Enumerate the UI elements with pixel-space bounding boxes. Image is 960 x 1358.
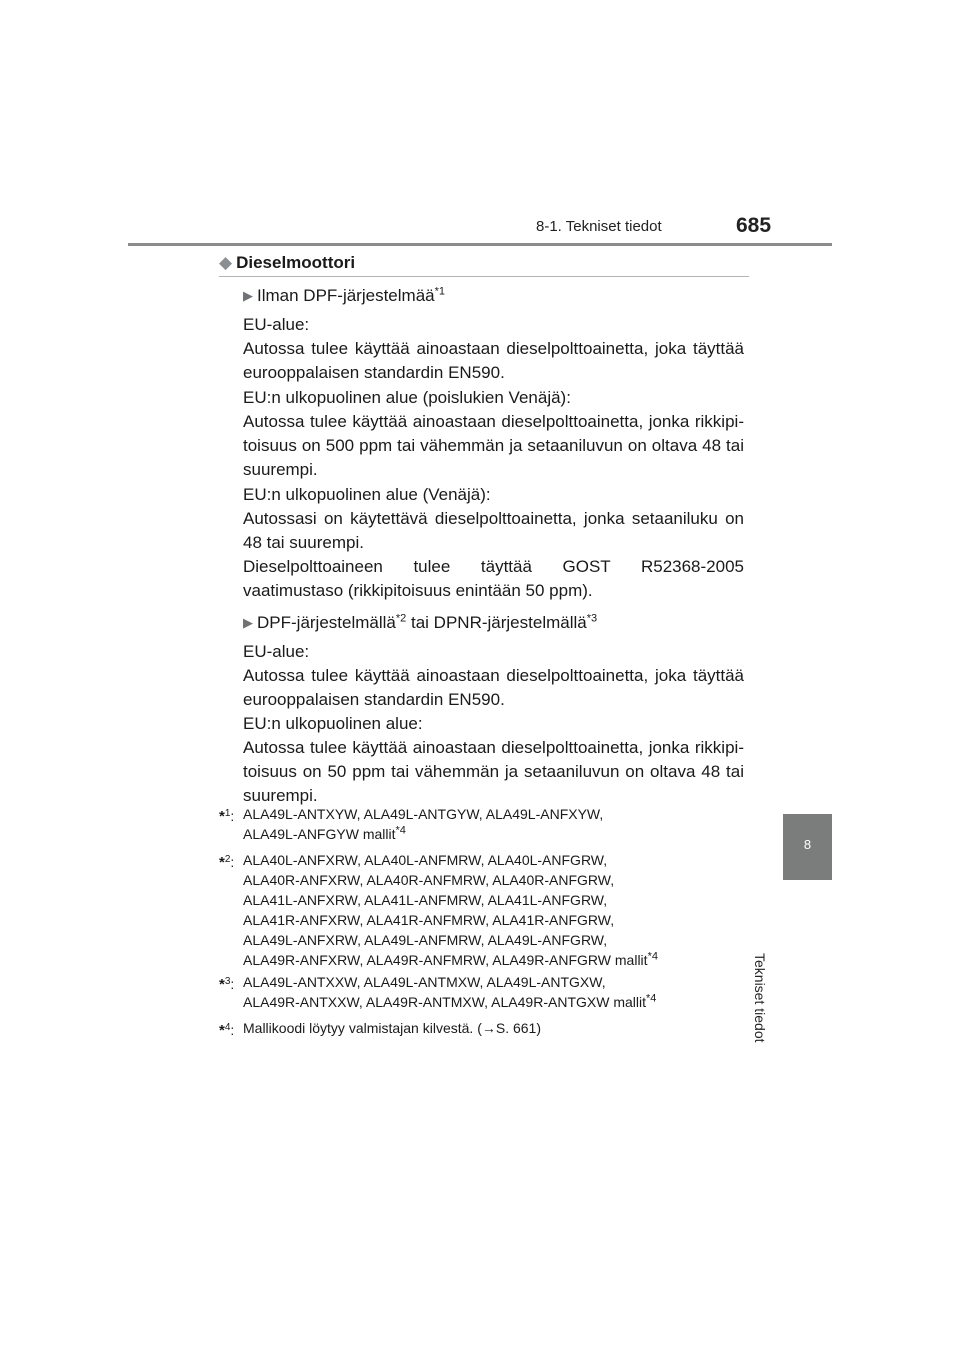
footnote-ref: *2	[395, 612, 407, 625]
paragraph	[243, 712, 744, 808]
page-number: 685	[736, 214, 772, 237]
region-label: EU-alue:	[243, 642, 310, 661]
footnote-1: *$^1$: ALA49L-ANTXYW, ALA49L-ANTGYW, ALA49L-ANFXYW, ALA49L-ANFGYW mallit$^{*4}$	[219, 806, 604, 842]
region-text: Autossa tulee käyttää ainoastaan dieselpolttoainetta, joka täyttää eurooppalaisen standardin EN590.	[243, 339, 744, 382]
subsection-2-title	[243, 613, 597, 633]
paragraph	[243, 313, 744, 385]
footnote-marker: *$^3$:	[219, 976, 235, 993]
diamond-icon: ◆	[219, 253, 233, 272]
footnote-2: *$^2$: ALA40L-ANFXRW, ALA40L-ANFMRW, ALA40L-ANFGRW, ALA40R-ANFXRW, ALA40R-ANFMRW, ALA40R-ANFGRW, ALA41L-ANFXRW, ALA41L-ANFMRW, ALA41L-ANFGRW, ALA41R-ANFXRW, ALA41R-ANFMRW, ALA41R-ANFGRW, ALA49L-ANFXRW, ALA49L-ANFMRW, ALA49L-ANFGRW, ALA49R-ANFXRW, ALA49R-ANFMRW, ALA49R-ANFGRW mallit$^{*4}$	[219, 852, 658, 968]
footnote-4: *$^4$: Mallikoodi löytyy valmistajan kilvestä. (→S. 661)	[219, 1020, 541, 1039]
region-text: Autossa tulee käyttää ainoastaan dieselpolttoainetta, joka täyttää eurooppalaisen standardin EN590.	[243, 666, 744, 709]
footnote-marker: *$^1$:	[219, 808, 235, 825]
subsection-1-title	[243, 286, 445, 306]
triangle-right-icon: ▶	[243, 615, 253, 630]
footnote-marker: *$^2$:	[219, 854, 235, 871]
triangle-right-icon: ▶	[243, 288, 253, 303]
region-text: Autossa tulee käyttää ainoastaan dieselpolttoainetta, jonka rikkipitoisuus on 50 ppm tai vähemmän ja setaaniluvun on oltava 48 tai suurempi.	[243, 738, 744, 805]
footnote-ref: *3	[586, 612, 598, 625]
chapter-number: 8	[803, 837, 812, 852]
paragraph	[243, 386, 744, 482]
region-label: EU:n ulkopuolinen alue (poislukien Venäjä):	[243, 388, 571, 407]
header-divider	[128, 243, 832, 246]
section-title: 8-1. Tekniset tiedot	[536, 218, 662, 235]
subsection-2-text-a: DPF-järjestelmällä	[257, 613, 396, 632]
heading-divider	[219, 276, 749, 277]
heading-text: Dieselmoottori	[236, 253, 356, 272]
paragraph	[243, 483, 744, 603]
chapter-tab	[783, 814, 832, 880]
footnote-ref: *1	[434, 285, 446, 298]
footnote-3: *$^3$: ALA49L-ANTXXW, ALA49L-ANTMXW, ALA49L-ANTGXW, ALA49R-ANTXXW, ALA49R-ANTMXW, ALA49R-ANTGXW mallit$^{*4}$	[219, 974, 657, 1010]
chapter-label: Tekniset tiedot	[752, 953, 768, 1043]
section-heading	[219, 253, 355, 273]
region-label: EU:n ulkopuolinen alue (Venäjä):	[243, 485, 491, 504]
paragraph	[243, 640, 744, 712]
region-text: Autossa tulee käyttää ainoastaan dieselpolttoainetta, jonka rikkipitoisuus on 500 ppm tai vähemmän ja setaaniluvun on oltava 48 tai suurempi.	[243, 412, 744, 479]
region-label: EU-alue:	[243, 315, 310, 334]
footnote-marker: *$^4$:	[219, 1022, 235, 1039]
region-label: EU:n ulkopuolinen alue:	[243, 714, 423, 733]
subsection-2-text-b: tai DPNR-järjestelmällä	[406, 613, 587, 632]
subsection-1-text: Ilman DPF-järjestelmää	[257, 286, 435, 305]
region-text: Autossasi on käytettävä dieselpolttoainetta, jonka setaaniluku on 48 tai suurempi.	[243, 509, 744, 552]
region-text: Dieselpolttoaineen tulee täyttää GOST R52368-2005 vaatimustaso (rikkipitoisuus enintään 50 ppm).	[243, 557, 744, 600]
